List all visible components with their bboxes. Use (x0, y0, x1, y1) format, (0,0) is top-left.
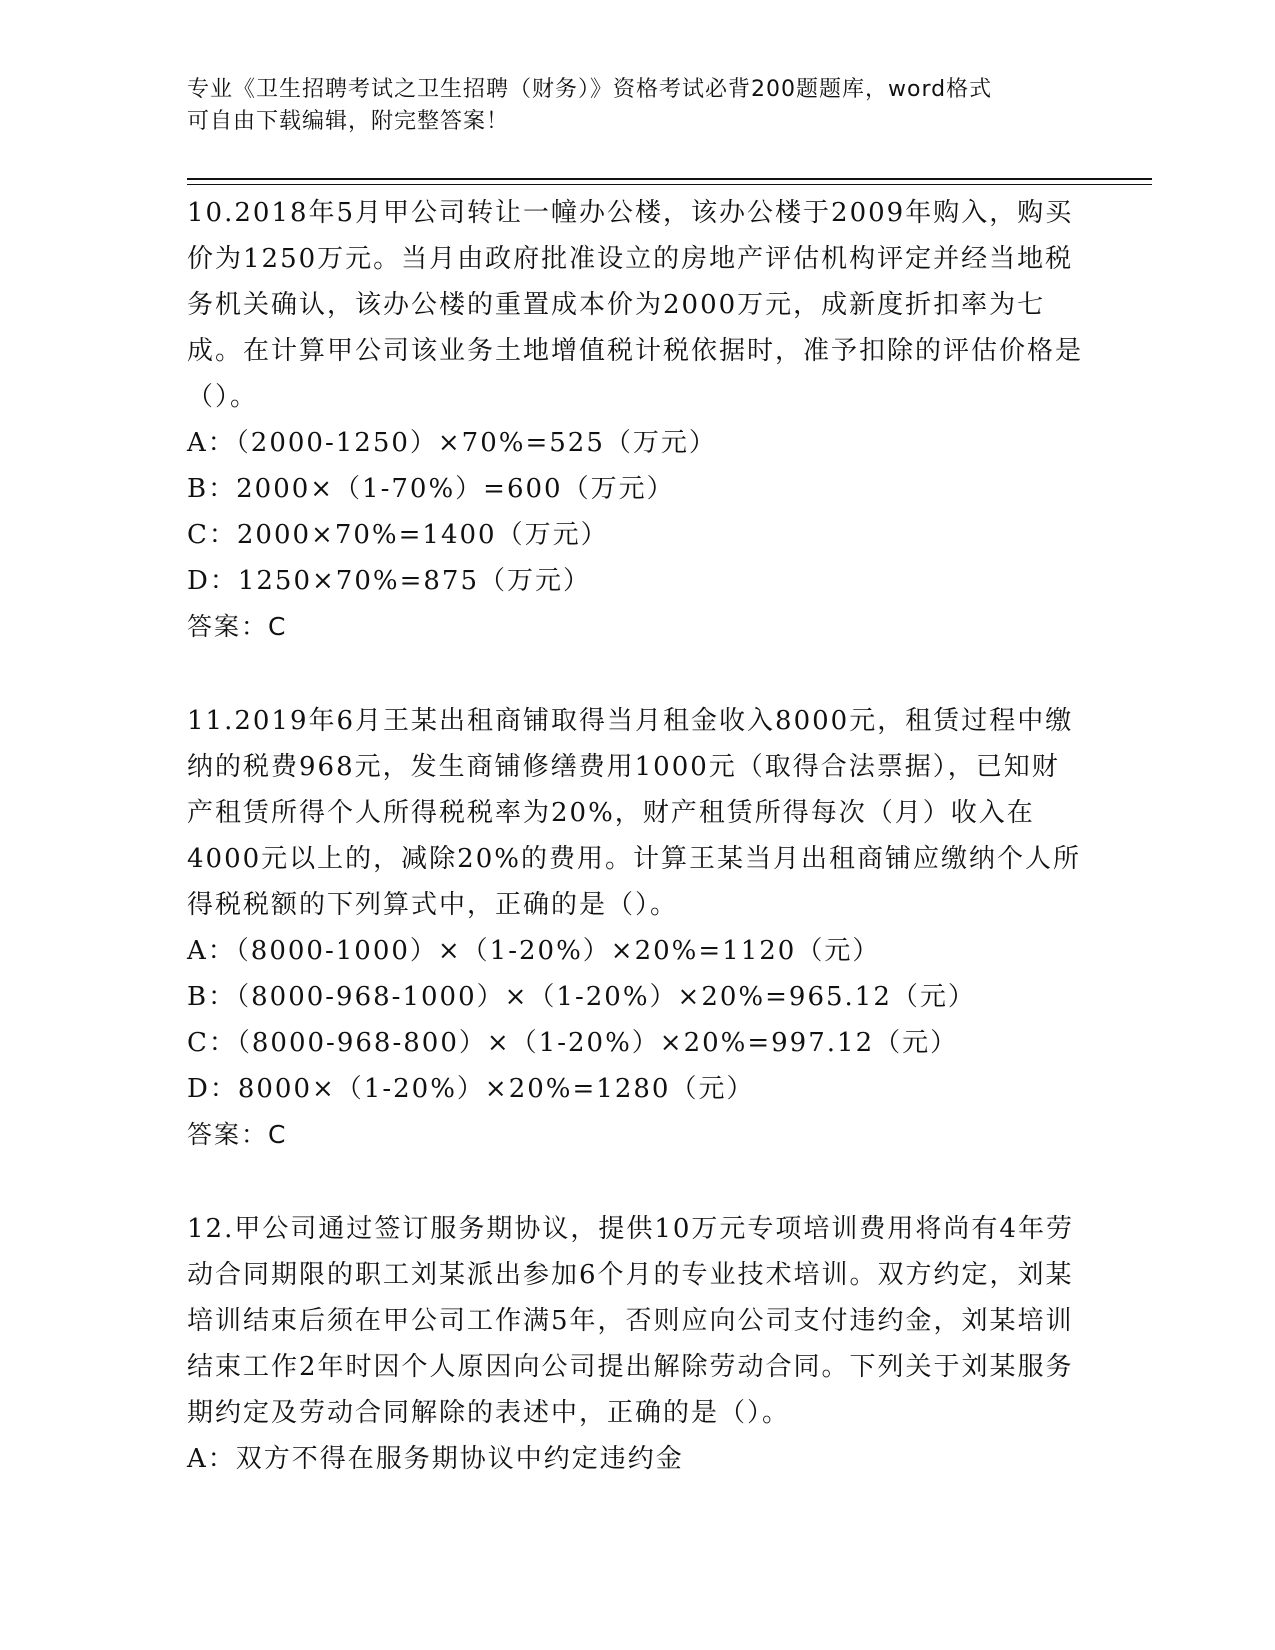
header-divider-thick (187, 178, 1152, 180)
question-spacer (187, 1158, 1087, 1206)
header-line-2: 可自由下载编辑，附完整答案！ (187, 109, 510, 134)
option-d: D：1250×70%=875（万元） (187, 566, 591, 596)
option-b: B：（8000-968-1000）×（1-20%）×20%=965.12（元） (187, 982, 976, 1012)
question-spacer (187, 650, 1087, 698)
option-a: A：（8000-1000）×（1-20%）×20%=1120（元） (187, 936, 881, 966)
question-12 (187, 1206, 1087, 1482)
header-line-1: 专业《卫生招聘考试之卫生招聘（财务）》资格考试必背200题题库，word格式 (187, 77, 993, 102)
header-divider-thin (187, 184, 1152, 185)
question-stem: 12.甲公司通过签订服务期协议，提供10万元专项培训费用将尚有4年劳动合同期限的职工刘某派出参加6个月的专业技术培训。双方约定，刘某培训结束后须在甲公司工作满5年，否则应向公司支付违约金，刘某培训结束工作2年时因个人原因向公司提出解除劳动合同。下列关于刘某服务期约定及劳动合同解除的表述中，正确的是（）。 (187, 1214, 1074, 1428)
question-stem: 11.2019年6月王某出租商铺取得当月租金收入8000元，租赁过程中缴纳的税费968元，发生商铺修缮费用1000元（取得合法票据），已知财产租赁所得个人所得税税率为20%，财产租赁所得每次（月）收入在4000元以上的，减除20%的费用。计算王某当月出租商铺应缴纳个人所得税税额的下列算式中，正确的是（）。 (187, 706, 1081, 920)
option-a: A：（2000-1250）×70%=525（万元） (187, 428, 717, 458)
document-header (187, 74, 1087, 138)
option-b: B：2000×（1-70%）=600（万元） (187, 474, 675, 504)
option-c: C：（8000-968-800）×（1-20%）×20%=997.12（元） (187, 1028, 959, 1058)
answer-label: 答案：C (187, 612, 288, 641)
question-10 (187, 190, 1087, 650)
question-11 (187, 698, 1087, 1158)
option-c: C：2000×70%=1400（万元） (187, 520, 609, 550)
answer-label: 答案：C (187, 1120, 288, 1149)
question-list (187, 190, 1087, 1482)
option-d: D：8000×（1-20%）×20%=1280（元） (187, 1074, 755, 1104)
question-stem: 10.2018年5月甲公司转让一幢办公楼，该办公楼于2009年购入，购买价为1250万元。当月由政府批准设立的房地产评估机构评定并经当地税务机关确认，该办公楼的重置成本价为2000万元，成新度折扣率为七成。在计算甲公司该业务土地增值税计税依据时，准予扣除的评估价格是（）。 (187, 198, 1084, 412)
option-a: A：双方不得在服务期协议中约定违约金 (187, 1444, 684, 1474)
